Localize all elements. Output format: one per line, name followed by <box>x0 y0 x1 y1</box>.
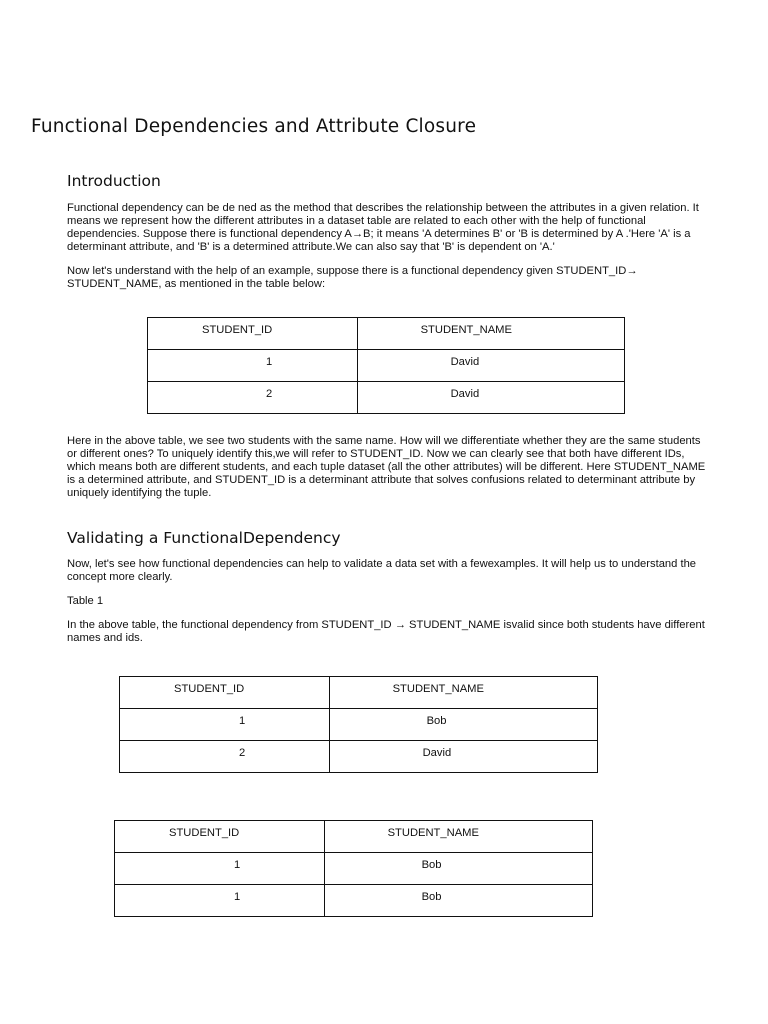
table-cell: Bob <box>324 885 592 917</box>
table-row <box>115 853 593 885</box>
validating-paragraph-1: Now, let's see how functional dependencies can help to validate a data set with a fewexamples. It will help us to understand the concept more clearly. <box>67 558 697 584</box>
table-cell: David <box>357 382 624 414</box>
table-cell: Bob <box>324 853 592 885</box>
table-cell: 1 <box>115 853 325 885</box>
table-cell: 2 <box>120 741 330 773</box>
table-row <box>148 350 625 382</box>
student-table-3 <box>114 820 593 917</box>
table-cell: Bob <box>329 709 597 741</box>
table-row <box>120 709 598 741</box>
table-row <box>148 382 625 414</box>
table-header-cell: STUDENT_ID <box>120 677 330 709</box>
table-header-cell: STUDENT_ID <box>148 318 358 350</box>
introduction-paragraph-2: Now let's understand with the help of an example, suppose there is a functional dependency given STUDENT_ID→ STUDENT_NAME, as mentioned in the table below: <box>67 265 638 291</box>
table-header-row <box>115 821 593 853</box>
table-cell: 1 <box>148 350 358 382</box>
validating-paragraph-2: In the above table, the functional dependency from STUDENT_ID → STUDENT_NAME isvalid since both students have different names and ids. <box>67 619 705 645</box>
table-cell: 2 <box>148 382 358 414</box>
table-row <box>120 741 598 773</box>
student-table-1 <box>147 317 625 414</box>
validating-heading: Validating a FunctionalDependency <box>67 529 341 547</box>
table-header-cell: STUDENT_NAME <box>357 318 624 350</box>
table-cell: David <box>357 350 624 382</box>
table-caption: Table 1 <box>67 595 104 607</box>
introduction-paragraph-3: Here in the above table, we see two students with the same name. How will we differentiate whether they are the same students or different ones? To uniquely identify this,we will refer to STUDENT_ID. Now we can clearly see that both have different IDs, which means both are different students, and each tuple dataset (all the other attributes) will be different. Here STUDENT_NAME is a determined attribute, and STUDENT_ID is a determinant attribute that solves confusions related to determinant attribute by uniquely identifying the tuple. <box>67 435 706 500</box>
table-cell: David <box>329 741 597 773</box>
table-cell: 1 <box>115 885 325 917</box>
introduction-paragraph-1: Functional dependency can be de ned as the method that describes the relationship between the attributes in a given relation. It means we represent how the different attributes in a dataset table are related to each other with the help of functional dependencies. Suppose there is functional dependency A→B; it means 'A determines B' or 'B is determined by A .'Here 'A' is a determinant attribute, and 'B' is a determined attribute.We can also say that 'B' is dependent on 'A.' <box>67 202 699 254</box>
page-title: Functional Dependencies and Attribute Closure <box>31 116 477 137</box>
student-table-2 <box>119 676 598 773</box>
table-row <box>115 885 593 917</box>
table-header-row <box>120 677 598 709</box>
table-header-cell: STUDENT_NAME <box>329 677 597 709</box>
introduction-heading: Introduction <box>67 172 161 190</box>
table-header-cell: STUDENT_NAME <box>324 821 592 853</box>
table-header-cell: STUDENT_ID <box>115 821 325 853</box>
table-cell: 1 <box>120 709 330 741</box>
table-header-row <box>148 318 625 350</box>
